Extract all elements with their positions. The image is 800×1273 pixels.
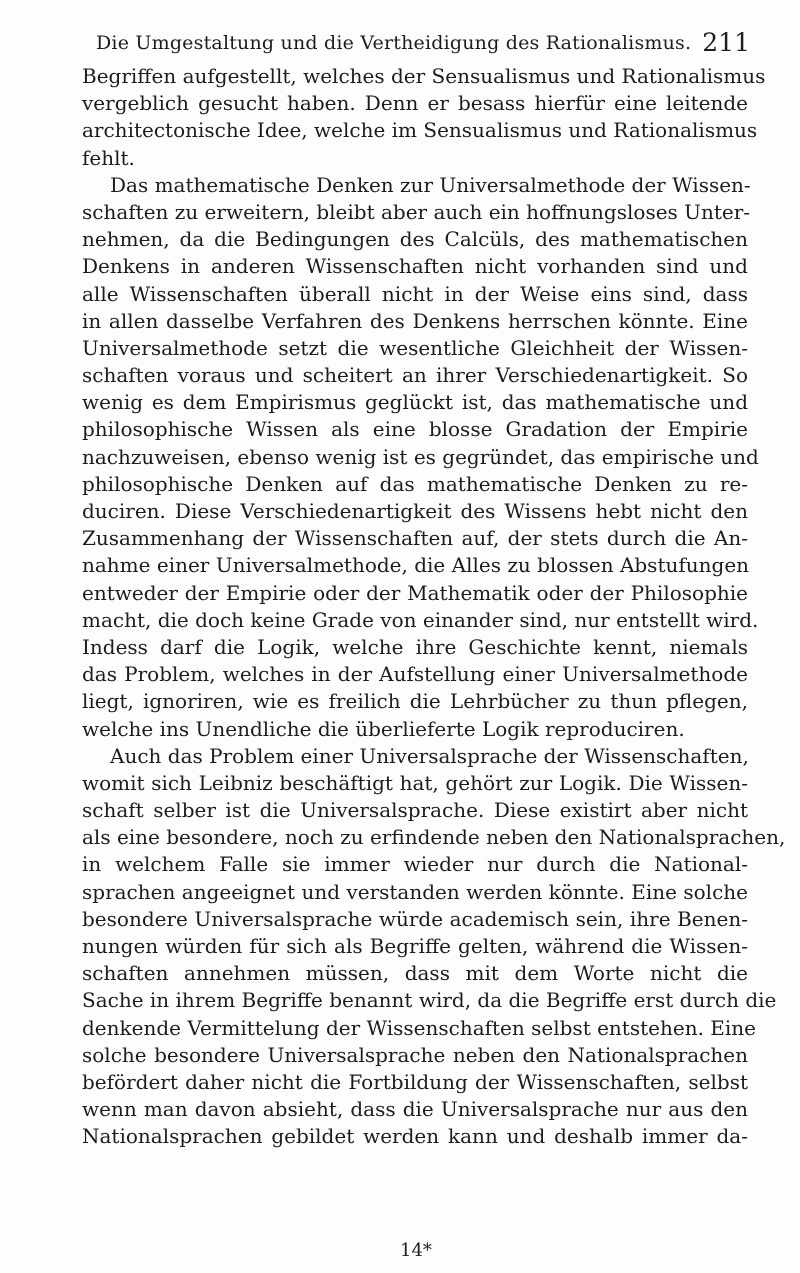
text-line: das Problem, welches in der Aufstellung einer Universalmethode — [82, 662, 748, 687]
text-line: wenn man davon absieht, dass die Universalsprache nur aus den — [82, 1097, 748, 1122]
text-line: sprachen angeeignet und verstanden werden könnte. Eine solche — [82, 879, 748, 904]
text-line: macht, die doch keine Grade von einander sind, nur entstellt wird. — [82, 607, 759, 632]
text-line: befördert daher nicht die Fortbildung der Wissenschaften, selbst — [82, 1069, 748, 1094]
text-line: liegt, ignoriren, wie es freilich die Lehrbücher zu thun pflegen, — [82, 689, 748, 714]
signature-mark: 14* — [400, 1240, 432, 1261]
text-line: womit sich Leibniz beschäftigt hat, gehört zur Logik. Die Wissen- — [82, 770, 748, 795]
text-line: alle Wissenschaften überall nicht in der Weise eins sind, dass — [82, 281, 748, 306]
paragraph-start-line: Auch das Problem einer Universalsprache der Wissenschaften, — [110, 743, 749, 768]
text-line: Nationalsprachen gebildet werden kann und deshalb immer da- — [82, 1124, 748, 1149]
paragraph-end-line: fehlt. — [82, 145, 135, 170]
body-text — [82, 63, 786, 1151]
text-line: schaften annehmen müssen, dass mit dem Worte nicht die — [82, 961, 748, 986]
text-line: nachzuweisen, ebenso wenig ist es gegründet, das empirische und — [82, 444, 759, 469]
text-line: als eine besondere, noch zu erfindende neben den Nationalsprachen, — [82, 825, 786, 850]
text-line: schaften zu erweitern, bleibt aber auch ein hoffnungsloses Unter- — [82, 199, 751, 224]
text-line: schaften voraus und scheitert an ihrer Verschiedenartigkeit. So — [82, 363, 748, 388]
text-line: entweder der Empirie oder der Mathematik oder der Philosophie — [82, 580, 748, 605]
text-line: schaft selber ist die Universalsprache. Diese existirt aber nicht — [82, 798, 748, 823]
text-line: Universalmethode setzt die wesentliche Gleichheit der Wissen- — [82, 335, 748, 360]
text-line: nahme einer Universalmethode, die Alles zu blossen Abstufungen — [82, 553, 750, 578]
text-line: Zusammenhang der Wissenschaften auf, der stets durch die An- — [82, 526, 748, 551]
text-line: besondere Universalsprache würde academisch sein, ihre Benen- — [82, 906, 748, 931]
text-line: solche besondere Universalsprache neben den Nationalsprachen — [82, 1042, 748, 1067]
text-line: Indess darf die Logik, welche ihre Geschichte kennt, niemals — [82, 634, 748, 659]
paragraph-start-line: Das mathematische Denken zur Universalmethode der Wissen- — [110, 172, 751, 197]
text-line: Denkens in anderen Wissenschaften nicht vorhanden sind und — [82, 254, 748, 279]
text-line: philosophische Wissen als eine blosse Gradation der Empirie — [82, 417, 748, 442]
text-line: in welchem Falle sie immer wieder nur durch die National- — [82, 852, 748, 877]
text-line: Begriffen aufgestellt, welches der Sensualismus und Rationalismus — [82, 64, 766, 88]
text-line: nehmen, da die Bedingungen des Calcüls, des mathematischen — [82, 227, 748, 252]
text-line: denkende Vermittelung der Wissenschaften selbst entstehen. Eine — [82, 1015, 757, 1040]
running-head: Die Umgestaltung und die Vertheidigung des Rationalismus. — [96, 32, 692, 54]
page-number: 211 — [702, 28, 750, 57]
text-line: duciren. Diese Verschiedenartigkeit des Wissens hebt nicht den — [82, 499, 748, 523]
paragraph-end-line: welche ins Unendliche die überlieferte Logik reproduciren. — [82, 716, 685, 741]
text-line: nungen würden für sich als Begriffe gelten, während die Wissen- — [82, 934, 748, 958]
text-line: wenig es dem Empirismus geglückt ist, das mathematische und — [82, 390, 748, 415]
text-line: vergeblich gesucht haben. Denn er besass hierfür eine leitende — [82, 91, 748, 116]
text-line: in allen dasselbe Verfahren des Denkens herrschen könnte. Eine — [82, 308, 748, 333]
text-line: philosophische Denken auf das mathematische Denken zu re- — [82, 471, 748, 496]
page-header — [82, 30, 750, 64]
text-line: Sache in ihrem Begriffe benannt wird, da die Begriffe erst durch die — [82, 988, 777, 1013]
text-line: architectonische Idee, welche im Sensualismus und Rationalismus — [82, 118, 758, 143]
